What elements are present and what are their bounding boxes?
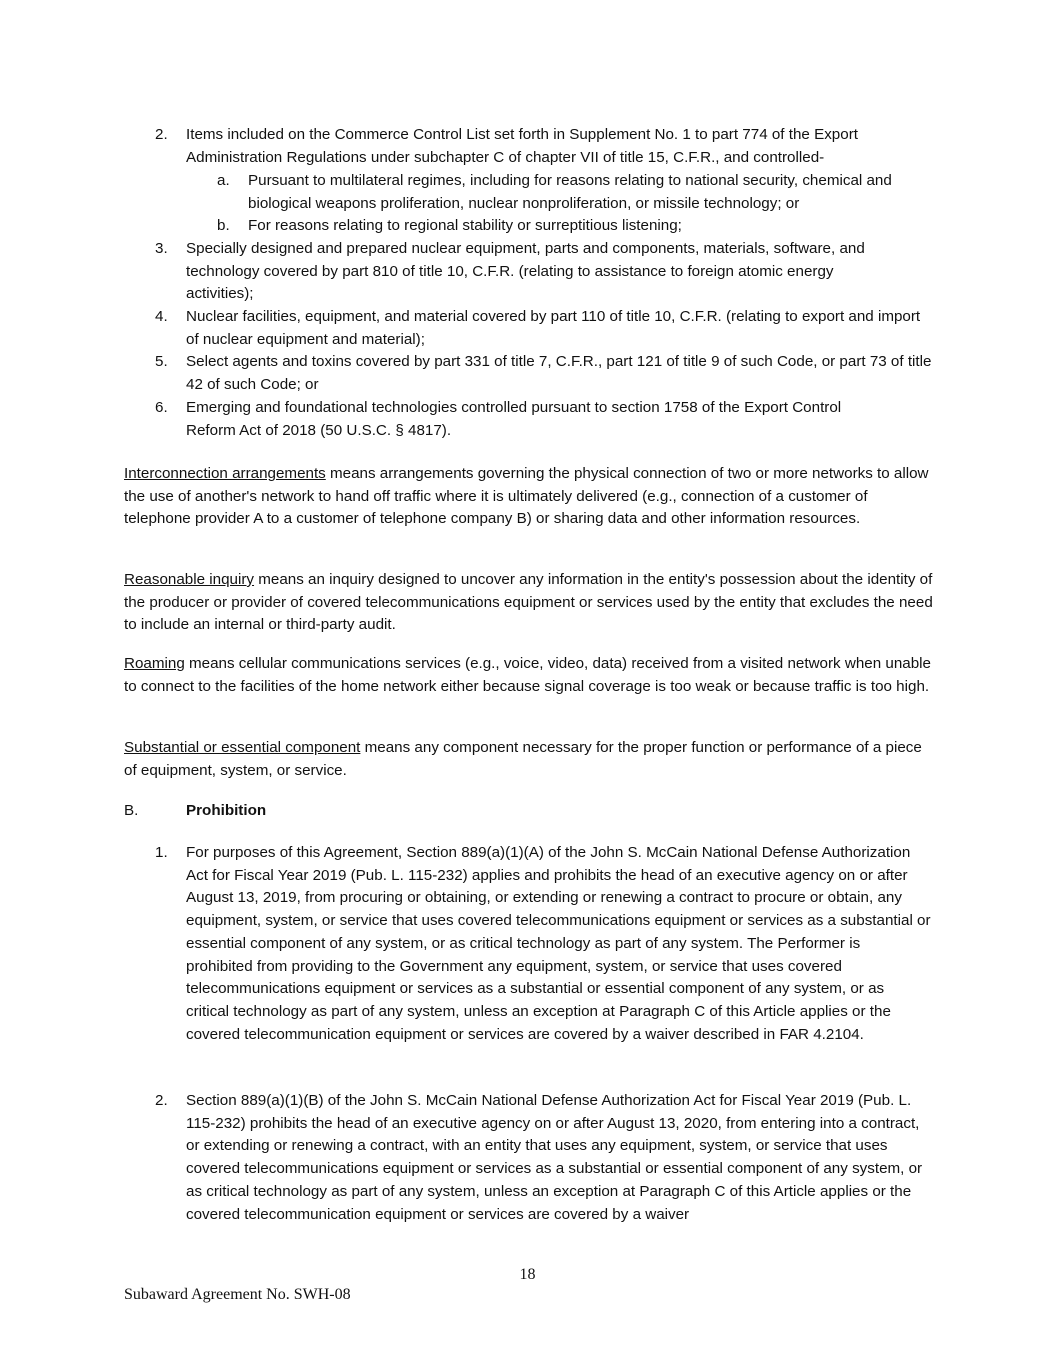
definition-term: Interconnection arrangements <box>124 465 326 482</box>
section-title: Prohibition <box>186 802 267 819</box>
section-letter: B. <box>124 802 139 819</box>
list-item-number: 2. <box>155 1092 168 1109</box>
page-number: 18 <box>519 1266 536 1283</box>
list-item-text: Nuclear facilities, equipment, and material covered by part 110 of title 10, C.F.R. (relating to export and import of nuclear equipment and material); <box>186 308 921 348</box>
list-item-number: 5. <box>155 353 168 370</box>
definition-paragraph <box>124 653 934 698</box>
list-item-text: Emerging and foundational technologies controlled pursuant to section 1758 of the Export Control Reform Act of 2018 (50 U.S.C. § 4817). <box>186 399 842 439</box>
list-subitem-letter: b. <box>217 217 230 234</box>
list-item-number: 4. <box>155 308 168 325</box>
definition-term: Roaming <box>124 655 185 672</box>
list-item-text: Select agents and toxins covered by part 331 of title 7, C.F.R., part 121 of title 9 of such Code, or part 73 of title 42 of such Code; or <box>186 353 932 393</box>
list-item-number: 2. <box>155 126 168 143</box>
list-item-text: Items included on the Commerce Control List set forth in Supplement No. 1 to part 774 of the Export Administration Regulations under subchapter C of chapter VII of title 15, C.F.R., and controlled- <box>186 126 858 166</box>
list-item-text: For purposes of this Agreement, Section 889(a)(1)(A) of the John S. McCain National Defense Authorization Act for Fiscal Year 2019 (Pub. L. 115-232) applies and prohibits the head of an executive agency on or after August 13, 2019, from procuring or obtaining, or extending or renewing a contract to procure or obtain, any equipment, system, or service that uses covered telecommunications equipment or services as a substantial or essential component of any system, or as critical technology as part of any system. The Performer is prohibited from providing to the Government any equipment, system, or service that uses covered telecommunications equipment or services as a substantial or essential component of any system, or as critical technology as part of any system, unless an exception at Paragraph C of this Article applies or the covered telecommunication equipment or services are covered by a waiver described in FAR 4.2104. <box>186 844 931 1043</box>
list-item-number: 6. <box>155 399 168 416</box>
list-item-text: Section 889(a)(1)(B) of the John S. McCain National Defense Authorization Act for Fiscal Year 2019 (Pub. L. 115-232) prohibits the head of an executive agency on or after August 13, 2020, from entering into a contract, or extending or renewing a contract, with an entity that uses any equipment, system, or service that uses covered telecommunications equipment or services as a substantial or essential component of any system, or as critical technology as part of any system, unless an exception at Paragraph C of this Article applies or the covered telecommunication equipment or services are covered by a waiver <box>186 1092 923 1223</box>
list-subitem-text: Pursuant to multilateral regimes, including for reasons relating to national security, chemical and biological weapons proliferation, nuclear nonproliferation, or missile technology; or <box>248 172 892 212</box>
definition-text: means an inquiry designed to uncover any information in the entity's possession about the identity of the producer or provider of covered telecommunications equipment or services used by the entity that excludes the need to include an internal or third-party audit. <box>124 571 933 634</box>
footer-agreement-number: Subaward Agreement No. SWH-08 <box>124 1286 351 1303</box>
definition-term: Reasonable inquiry <box>124 571 255 588</box>
definition-paragraph <box>124 463 934 531</box>
list-subitem-letter: a. <box>217 172 230 189</box>
definition-text: means arrangements governing the physical connection of two or more networks to allow the use of another's network to hand off traffic where it is ultimately delivered (e.g., connection of a customer of telephone provider A to a customer of telephone company B) or sharing data and other information resources. <box>124 465 929 528</box>
list-item-text: Specially designed and prepared nuclear equipment, parts and components, materials, software, and technology covered by part 810 of title 10, C.F.R. (relating to assistance to foreign atomic energy activities); <box>186 240 865 303</box>
definition-paragraph <box>124 569 934 637</box>
definition-text: means any component necessary for the proper function or performance of a piece of equipment, system, or service. <box>124 739 922 779</box>
definition-text: means cellular communications services (e.g., voice, video, data) received from a visited network when unable to connect to the facilities of the home network either because signal coverage is too weak or because traffic is too high. <box>124 655 932 695</box>
definition-term: Substantial or essential component <box>124 739 361 756</box>
list-subitem-text: For reasons relating to regional stability or surreptitious listening; <box>248 217 682 234</box>
definition-paragraph <box>124 737 934 782</box>
list-item-number: 1. <box>155 844 168 861</box>
list-item-number: 3. <box>155 240 168 257</box>
